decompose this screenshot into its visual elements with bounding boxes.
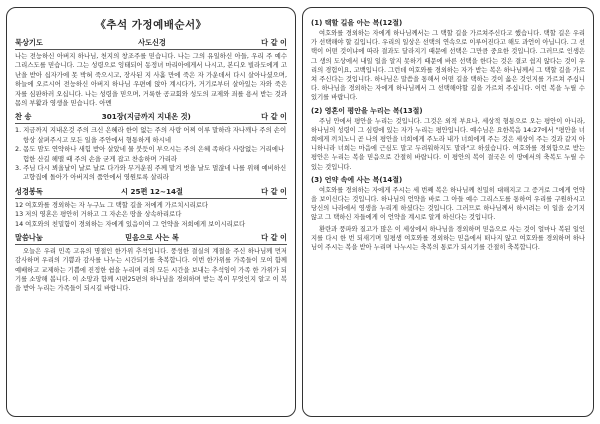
closing-text: 환란과 풍파와 질고가 많은 이 세상에서 하나님을 경외하며 믿음으로 사는 것이 얼마나 복된 일인지를 다시 한 번 되새기며 일평생 여호와를 경외하는 믿음에서 떠나지 않고 여호와를 경외하며 하나님이 주시는 복을 받아 누리며 나누시는 축복의 통로가 되시기를 간절히 축복합니다. xyxy=(311,225,585,252)
hymn-verse: 2. 몸도 맘도 연약하나 새힘 받아 살았네 물 붓듯이 부으시는 주의 은혜 족하다 사랑없는 거리에나 험한 산길 헤맬 때 주의 손을 굳게 잡고 찬송하며 가리라 xyxy=(15,145,285,163)
sermon-label: 말씀나눔 xyxy=(15,233,43,243)
hymn-verse: 3. 주님 다시 뵈올날이 날로 날로 다가와 무거운짐 주께 맡겨 벗을 날도 멀잖네 나를 위해 예비하신 고향집에 돌아가 아버지의 품안에서 영원토록 살리라 xyxy=(15,164,287,182)
hymn-verses xyxy=(15,126,287,182)
scripture-verse: 14 여호와의 친밀함이 경외하는 자에게 있음이여 그 언약을 저희에게 보이시리로다 xyxy=(15,219,246,228)
scripture-verse: 12 여호와를 경외하는 자 누구뇨 그 택할 길을 저에게 가르치시리로다 xyxy=(15,200,209,209)
sermon-intro-text: 오늘은 우리 민족 고유의 명절인 한가위 추석입니다. 풍성한 결실의 계절을 주신 하나님께 먼저 감사하며 우리의 기쁨과 감사를 나누는 시간되기를 축복합니다. 이번 한가위를 가족들이 모여 함께 예배하고 교제하는 기쁨에 진정한 쉼을 누리며 리의 모든 시간을 보내는 추석임이 가족 한 가위가 되기를 소망해 봅니다. 이 소망과 함께 시편25편의 하나님을 경외하며 받는 복이 무엇인지 알고 이 복을 받아 누리는 가족들이 되시길 바랍니다. xyxy=(15,248,287,292)
hymn-row xyxy=(15,112,287,124)
hymn-all: 다 같 이 xyxy=(261,112,287,122)
section-heading: (3) 언약 속에 사는 복(14절) xyxy=(311,175,403,184)
section-heading: (1) 택할 길을 아는 복(12절) xyxy=(311,19,403,27)
scripture-verse: 13 저의 영혼은 평안히 거하고 그 자손은 땅을 상속하리로다 xyxy=(15,210,182,219)
prayer-all: 다 같 이 xyxy=(261,38,287,47)
section-text: 주님 안에서 평안을 누리는 것입니다. 그것은 외적 부요나, 세상적 형통으로 오는 평안이 아니라, 하나님의 성령이 그 심령에 있는 자가 누리는 평안입니다. 예수님은 요한복음 14:27에서 "평안을 너희에게 끼치노니 곧 나의 평안을 너희에게 주노라 내가 너희에게 주는 것은 세상이 주는 것과 같지 아니하니라 너희는 마음에 근심도 말고 두려워하지도 말라"고 하셨습니다. 여호와를 경외함으로 받는 평안은 누리는 복을 믿음으로 간절히 바랍니다. 이 평안의 복이 결국은 이 땅에서의 축복도 누릴 수 있는 것입니다. xyxy=(311,117,585,171)
section-heading: (2) 영혼이 평안을 누리는 복(13절) xyxy=(311,106,423,115)
prayer-label: 묵상기도 xyxy=(15,38,43,47)
hymn-verse: 1. 지금까지 지내온것 주의 크신 은혜라 한이 없는 주의 사랑 어찌 이루 말하랴 자나깨나 주의 손이 항상 살펴주시고 모든 일을 주안에서 형통하게 하시네 xyxy=(15,126,287,144)
apostles-creed-text: 나는 전능하신 아버지 하나님, 천지의 창조주를 믿습니다. 나는 그의 유일하신 아들, 우리 주 예수 그리스도를 믿습니다. 그는 성령으로 잉태되어 동정녀 마리아에게서 나시고, 본디오 빌라도에게 고난을 받아 십자가에 못 박혀 죽으시고, 장사된 지 사흘 만에 죽은 자 가운데서 다시 살아나셨으며, 하늘에 오르시어 전능하신 아버지 하나님 우편에 앉아 계시다가, 거기로부터 살아있는 자와 죽은 자를 심판하러 오십니다. 나는 성령을 믿으며, 거룩한 공교회와 성도의 교제와 죄를 용서 받는 것과 몸의 부활과 영생을 믿습니다. 아멘 xyxy=(15,52,287,108)
sermon-row xyxy=(15,233,287,245)
page-title: 《추석 가정예배순서》 xyxy=(95,19,207,31)
hymn-mid: 301장(지금까지 지내온 것) xyxy=(101,112,191,122)
reading-label: 성경봉독 xyxy=(15,186,43,196)
hymn-label: 찬 송 xyxy=(15,112,32,122)
sermon-mid: 믿음으로 사는 복 xyxy=(125,233,179,243)
section-text: 여호와를 경외하는 자에게 주시는 세 번째 복은 하나님께 친밀히 대해지고 그 증거로 그에게 언약을 보이신다는 것입니다. 하나님의 언약을 바로 그 아들 예수 그리스도를 통하여 우리를 구원하시고 당신의 나라에서 영생을 누리게 하셨다는 것입니다. 그러므로 하나님께서 하시려는 이 일을 숨기지 않고 그 택하신 자들에게 이 언약을 계시로 알게 하신다는 것입니다. xyxy=(311,186,585,222)
prayer-row xyxy=(15,38,287,50)
reading-mid: 시 25편 12~14절 xyxy=(121,186,183,196)
sermon-all: 다 같 이 xyxy=(261,233,287,243)
left-panel xyxy=(6,7,296,417)
reading-all: 다 같 이 xyxy=(261,186,287,196)
prayer-mid: 사도신경 xyxy=(138,38,166,47)
section-text: 여호와를 경외하는 자에게 하나님께서는 그 택할 길을 가르쳐주신다고 했습니다. 택할 길은 우리가 선택해야 할 길입니다. 우리의 일상은 선택의 연속으로 이루어진다고 해도 과언이 아닙니다. 그 선택이 어떤 것이냐에 따라 결과도 달라지기 때문에 선택은 그만큼 중요한 것입니다. 그러므로 인생은 그 생의 도상에서 내일 일을 알지 못하기 때문에 바른 선택을 한다는 것은 결코 쉽지 않다는 것이 우리의 경험이요, 고백입니다. 그런데 여호와를 경외하는 자가 받는 복은 하나님께서 그 택할 길을 가르쳐 주신다는 것입니다. 하나님은 말씀을 통해서 어떤 길을 택하는 것이 옳은 것인지를 가르쳐 주십니다. 하나님을 경외하는 자에게 하나님께서 그 선택해야할 길을 가르쳐 주십니다. 이런 복을 누릴 수 있기를 바랍니다. xyxy=(311,30,585,102)
reading-row xyxy=(15,187,287,199)
right-panel xyxy=(302,7,594,417)
